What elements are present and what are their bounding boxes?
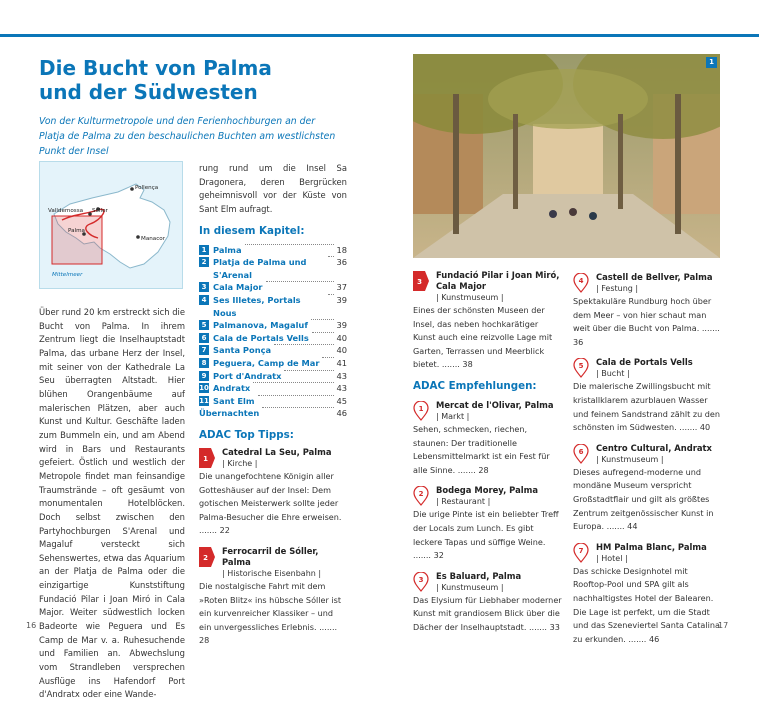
toc-row[interactable] (199, 407, 347, 420)
toc-page-number: 41 (336, 357, 347, 368)
item-description-text: Die malerische Zwillingsbucht mit kristallklarem azurblauen Wasser und feinem Sandstrand zählt zu den schönsten im Südwesten. (573, 381, 721, 433)
recommendation-marker-icon (413, 401, 429, 421)
chapter-heading: In diesem Kapitel: (199, 224, 305, 237)
toc-page-number: 39 (336, 320, 347, 331)
page-number-left: 16 (26, 621, 37, 630)
item-description: Die nostalgische Fahrt mit dem »Roten Blitz« ins hübsche Sóller ist ein kurvenreicher Klassiker – und ein unvergessliches Erlebnis. ....... 28 (199, 580, 342, 646)
item-description: Das schicke Designhotel mit Rooftop-Pool und SPA gilt als nachhaltigstes Hotel der Balearen. Die Lage ist perfekt, um die Stadt und das Szeneviertel Santa Catalina zu erkunden. ....... 46 (573, 565, 720, 644)
item-category: | Historische Eisenbahn | (222, 568, 322, 578)
toc-entry-name: Santa Ponça (213, 345, 272, 356)
toc-page-number: 36 (336, 257, 347, 268)
toc-page-number: 18 (336, 244, 347, 255)
recommendation-item[interactable] (573, 272, 723, 349)
item-description: Eines der schönsten Museen der Insel, das neben hochkarätiger Kunst auch eine reizvolle Lage mit Garten, Terrassen und Meerblick bietet. ....... 38 (413, 305, 553, 370)
item-page-number: 44 (627, 521, 638, 532)
recommendation-item[interactable] (413, 485, 563, 562)
item-description: Die malerische Zwillingsbucht mit kristallklarem azurblauen Wasser und feinem Sandstrand zählt zu den schönsten im Südwesten. ....... 40 (573, 381, 721, 433)
marker-number: 3 (418, 575, 424, 584)
chapter-overview-column (199, 162, 347, 656)
item-title: Bodega Morey, Palma (436, 485, 538, 496)
recommendation-item[interactable] (573, 443, 723, 534)
recommendation-item[interactable] (573, 542, 723, 647)
recommendation-marker-icon (573, 444, 589, 464)
toc-leader-dots (328, 294, 334, 295)
toc-page-number: 40 (336, 345, 347, 356)
toc-entry-name: Palmanova, Magaluf (213, 320, 308, 331)
item-category: | Kunstmuseum | (436, 582, 504, 592)
toc-row[interactable] (199, 281, 347, 294)
recommendation-item[interactable] (573, 357, 723, 434)
map-label-pollenca: Pollença (135, 185, 159, 191)
recommendation-item[interactable] (413, 571, 563, 635)
item-description: Das Elysium für Liebhaber moderner Kunst mit grandiosem Blick über die Dächer der Inselhauptstadt. ....... 33 (413, 594, 562, 632)
item-category: | Festung | (596, 284, 639, 293)
item-title: Mercat de l'Olivar, Palma (436, 399, 554, 410)
toc-leader-dots (274, 344, 334, 345)
top-tip-marker-icon (413, 271, 429, 291)
item-title: Castell de Bellver, Palma (596, 272, 713, 282)
item-page-number: 28 (199, 635, 210, 646)
item-category: | Kirche | (222, 458, 258, 468)
toc-number-badge: 2 (199, 257, 209, 267)
item-category: | Kunstmuseum | (436, 293, 504, 302)
toc-number-badge: 8 (199, 358, 209, 368)
marker-number: 1 (203, 454, 208, 463)
recommendations-list-right (573, 272, 723, 646)
item-description-text: Spektakuläre Rundburg hoch über dem Meer – von hier schaut man weit über die Bucht von Palma. (573, 296, 712, 334)
item-category: | Markt | (436, 411, 470, 421)
toc-row[interactable] (199, 256, 347, 281)
item-page-number: 28 (478, 464, 489, 475)
toc-entry-name: Port d'Andratx (213, 370, 282, 381)
toc-row[interactable] (199, 370, 347, 383)
toc-leader-dots (266, 281, 335, 282)
marker-number: 5 (578, 362, 584, 371)
recommendation-item[interactable] (413, 400, 563, 477)
toc-number-badge: 1 (199, 245, 209, 255)
toc-page-number: 39 (336, 295, 347, 305)
item-category: | Hotel | (596, 553, 628, 563)
item-description-text: Sehen, schmecken, riechen, staunen: Der traditionelle Lebensmittelmarkt ist ein Fest für alle Sinne. (413, 423, 550, 475)
toc-leader-dots (328, 256, 334, 257)
title-line-1: Die Bucht von Palma (39, 56, 272, 80)
item-title: Fundació Pilar i Joan Miró, Cala Major (436, 270, 560, 291)
toc-leader-dots (253, 382, 334, 383)
toc-row[interactable] (199, 244, 347, 257)
intro-text: Über rund 20 km erstreckt sich die Bucht von Palma. In ihrem Zentrum liegt die Inselhauptstadt Palma, das urbane Herz der Insel, mit seiner von der Kathedrale La Seu überragten Altstadt. Hier blühen Orangenbäume auf malerischen Plätzen, aber auch Kunst und Kultur. Geschäfte laden zum Bummeln ein, und am Abend wird in Bars und Restaurants gefeiert. Östlich und westlich der Metropole findet man feinsandige Traumstrände – oft gesäumt von monumentalen Hotelblöcken. Doch selbst zwischen den Partyhochburgen S'Arenal und Magaluf versteckt sich Sehenswertes, etwa das Aquarium an der Platja de Palma oder die einzigartige Kunststiftung Fundació Pilar i Joan Miró in Cala Major. Weiter südwestlich locken Badeorte wie Peguera und Es Camp de Mar v. a. Ruhesuchende und Familien an. Abwechslung vom Strandleben versprechen Ausflüge ins Hafendorf Port d'Andratx oder eine Wande- (39, 307, 185, 700)
item-description: Dieses aufregend-moderne und mondäne Museum verspricht Großstadtflair und gilt als größtes Zentrum zeitgenössischer Kunst in Europa. ....... 44 (573, 466, 714, 532)
item-description-text: Die unangefochtene Königin aller Gotteshäuser auf der Insel: Dem gotischen Meisterwerk sollte jeder Palma-Besucher die Ehre erweisen. (199, 470, 342, 522)
recommendation-marker-icon (573, 273, 589, 293)
toc-entry-name: Ses Illetes, Portals Nous (213, 295, 301, 318)
toc-number-badge: 11 (199, 396, 209, 405)
palma-boulevard-photo (413, 54, 720, 258)
recommendation-marker-icon (573, 358, 589, 378)
toc-row[interactable] (199, 294, 347, 319)
chapter-title (39, 56, 272, 104)
recommendations-list-left (413, 400, 563, 635)
item-description-text: Das Elysium für Liebhaber moderner Kunst mit grandiosem Blick über die Dächer der Inselhauptstadt. (413, 594, 562, 632)
marker-number: 3 (417, 278, 422, 286)
toc-page-number: 46 (336, 408, 347, 419)
item-description-text: Dieses aufregend-moderne und mondäne Museum verspricht Großstadtflair und gilt als größtes Zentrum zeitgenössischer Kunst in Europa. (573, 466, 714, 532)
item-category: | Restaurant | (436, 497, 491, 507)
toc-entry-name: Cala de Portals Vells (213, 332, 309, 343)
toc-page-number: 43 (336, 370, 347, 381)
marker-number: 7 (578, 546, 584, 555)
toc-leader-dots (245, 244, 335, 245)
item-page-number: 46 (648, 633, 660, 644)
top-tip-item[interactable] (199, 546, 347, 648)
item-category: | Bucht | (596, 369, 630, 379)
top-tip-marker-icon (199, 448, 215, 468)
toc-entry-name: Sant Elm (213, 395, 255, 406)
map-label-soller: Sóller (92, 208, 108, 214)
toc-entry-name: Palma (213, 244, 242, 255)
item-title: Cala de Portals Vells (596, 357, 693, 368)
item-page-number: 22 (219, 525, 230, 536)
overview-map (39, 161, 183, 289)
intro-continued: rung rund um die Insel Sa Dragonera, deren Bergrücken geheimnisvoll vor der Küste von Sant Elm aufragt. (199, 163, 347, 214)
item-title: Centro Cultural, Andratx (596, 442, 712, 453)
toc-entry-name: Platja de Palma und S'Arenal (213, 257, 307, 280)
toc-page-number: 45 (336, 395, 347, 406)
item-description-text: Das schicke Designhotel mit Rooftop-Pool und SPA gilt als nachhaltigstes Hotel der Balearen. Die Lage ist perfekt, um die Stadt und das Szeneviertel Santa Catalina zu erkunden. (573, 565, 720, 644)
toc-row[interactable] (199, 332, 347, 345)
chapter-lead: Von der Kulturmetropole und den Ferienhochburgen an der Platja de Palma zu den beschaulichen Buchten am westlichsten Punkt der Insel (39, 116, 336, 157)
item-title: Ferrocarril de Sóller, Palma (222, 545, 319, 567)
map-label-valldemossa: Valldemossa (48, 208, 84, 214)
toc-row[interactable] (199, 382, 347, 395)
top-tip-and-recommendations-left (413, 270, 563, 643)
toc-entry-name: Übernachten (199, 408, 260, 419)
toc-leader-dots (262, 407, 334, 408)
toc-page-number: 40 (336, 332, 347, 343)
item-category: | Kunstmuseum | (596, 454, 664, 464)
recommendation-marker-icon (573, 543, 589, 563)
toc-page-number: 37 (336, 282, 347, 293)
top-rule (0, 34, 759, 37)
item-title: Es Baluard, Palma (436, 570, 522, 581)
marker-number: 2 (418, 490, 424, 499)
item-description-text: Die nostalgische Fahrt mit dem »Roten Blitz« ins hübsche Sóller ist ein kurvenreicher Klassiker – und ein unvergessliches Erlebnis. (199, 580, 342, 632)
toc-row[interactable] (199, 395, 347, 408)
top-tips-heading: ADAC Top Tipps: (199, 428, 294, 441)
top-tip-item[interactable] (199, 447, 347, 538)
recommendation-marker-icon (413, 572, 429, 592)
table-of-contents (199, 244, 347, 420)
item-description-text: Eines der schönsten Museen der Insel, das neben hochkarätiger Kunst auch eine reizvolle Lage mit Garten, Terrassen und Meerblick bietet. (413, 305, 553, 370)
marker-number: 1 (418, 404, 424, 413)
map-label-sea: Mittelmeer (52, 272, 83, 278)
toc-row[interactable] (199, 319, 347, 332)
toc-number-badge: 5 (199, 320, 209, 330)
marker-number: 6 (578, 447, 584, 456)
item-description: Sehen, schmecken, riechen, staunen: Der traditionelle Lebensmittelmarkt ist ein Fest für alle Sinne. ....... 28 (413, 423, 550, 475)
top-tip-item[interactable] (413, 270, 563, 372)
recommendations-right (573, 272, 723, 654)
toc-number-badge: 7 (199, 345, 209, 355)
toc-entry-name: Cala Major (213, 282, 263, 293)
toc-number-badge: 10 (199, 384, 209, 393)
item-description: Die unangefochtene Königin aller Gotteshäuser auf der Insel: Dem gotischen Meisterwerk sollte jeder Palma-Besucher die Ehre erweisen. ....... 22 (199, 470, 342, 536)
toc-row[interactable] (199, 344, 347, 357)
toc-number-badge: 6 (199, 333, 209, 343)
photo-number-badge: 1 (706, 57, 717, 68)
item-description: Spektakuläre Rundburg hoch über dem Meer – von hier schaut man weit über die Bucht von Palma. ....... 36 (573, 296, 720, 347)
top-tip-marker-icon (199, 547, 215, 567)
page-number-right: 17 (718, 621, 729, 630)
toc-leader-dots (284, 370, 334, 371)
toc-number-badge: 3 (199, 282, 209, 292)
top-tips-list (199, 447, 347, 648)
recommendation-marker-icon (413, 486, 429, 506)
item-page-number: 33 (549, 621, 560, 632)
marker-number: 2 (203, 553, 208, 562)
toc-number-badge: 9 (199, 371, 209, 381)
toc-leader-dots (311, 319, 334, 320)
map-label-manacor: Manacor (141, 236, 166, 242)
item-description: Die urige Pinte ist ein beliebter Treff der Locals zum Lunch. Es gibt leckere Tapas und süffige Weine. ....... 32 (413, 509, 559, 561)
toc-number-badge: 4 (199, 295, 209, 305)
toc-page-number: 43 (336, 383, 347, 394)
title-line-2: und der Südwesten (39, 80, 258, 104)
toc-row[interactable] (199, 357, 347, 370)
item-page-number: 38 (462, 359, 473, 370)
item-description-text: Die urige Pinte ist ein beliebter Treff der Locals zum Lunch. Es gibt leckere Tapas und süffige Weine. (413, 509, 559, 547)
toc-entry-name: Andratx (213, 383, 251, 394)
item-title: HM Palma Blanc, Palma (596, 541, 707, 552)
toc-leader-dots (258, 395, 335, 396)
toc-leader-dots (312, 332, 335, 333)
item-page-number: 40 (699, 422, 711, 433)
toc-entry-name: Peguera, Camp de Mar (213, 357, 320, 368)
recommendations-heading: ADAC Empfehlungen: (413, 379, 537, 392)
item-title: Catedral La Seu, Palma (222, 446, 332, 457)
toc-leader-dots (322, 357, 334, 358)
item-page-number: 36 (573, 336, 584, 347)
top-tips-list-continued (413, 270, 563, 372)
item-page-number: 32 (433, 550, 444, 561)
map-label-palma: Palma (68, 228, 85, 234)
marker-number: 4 (578, 277, 584, 285)
